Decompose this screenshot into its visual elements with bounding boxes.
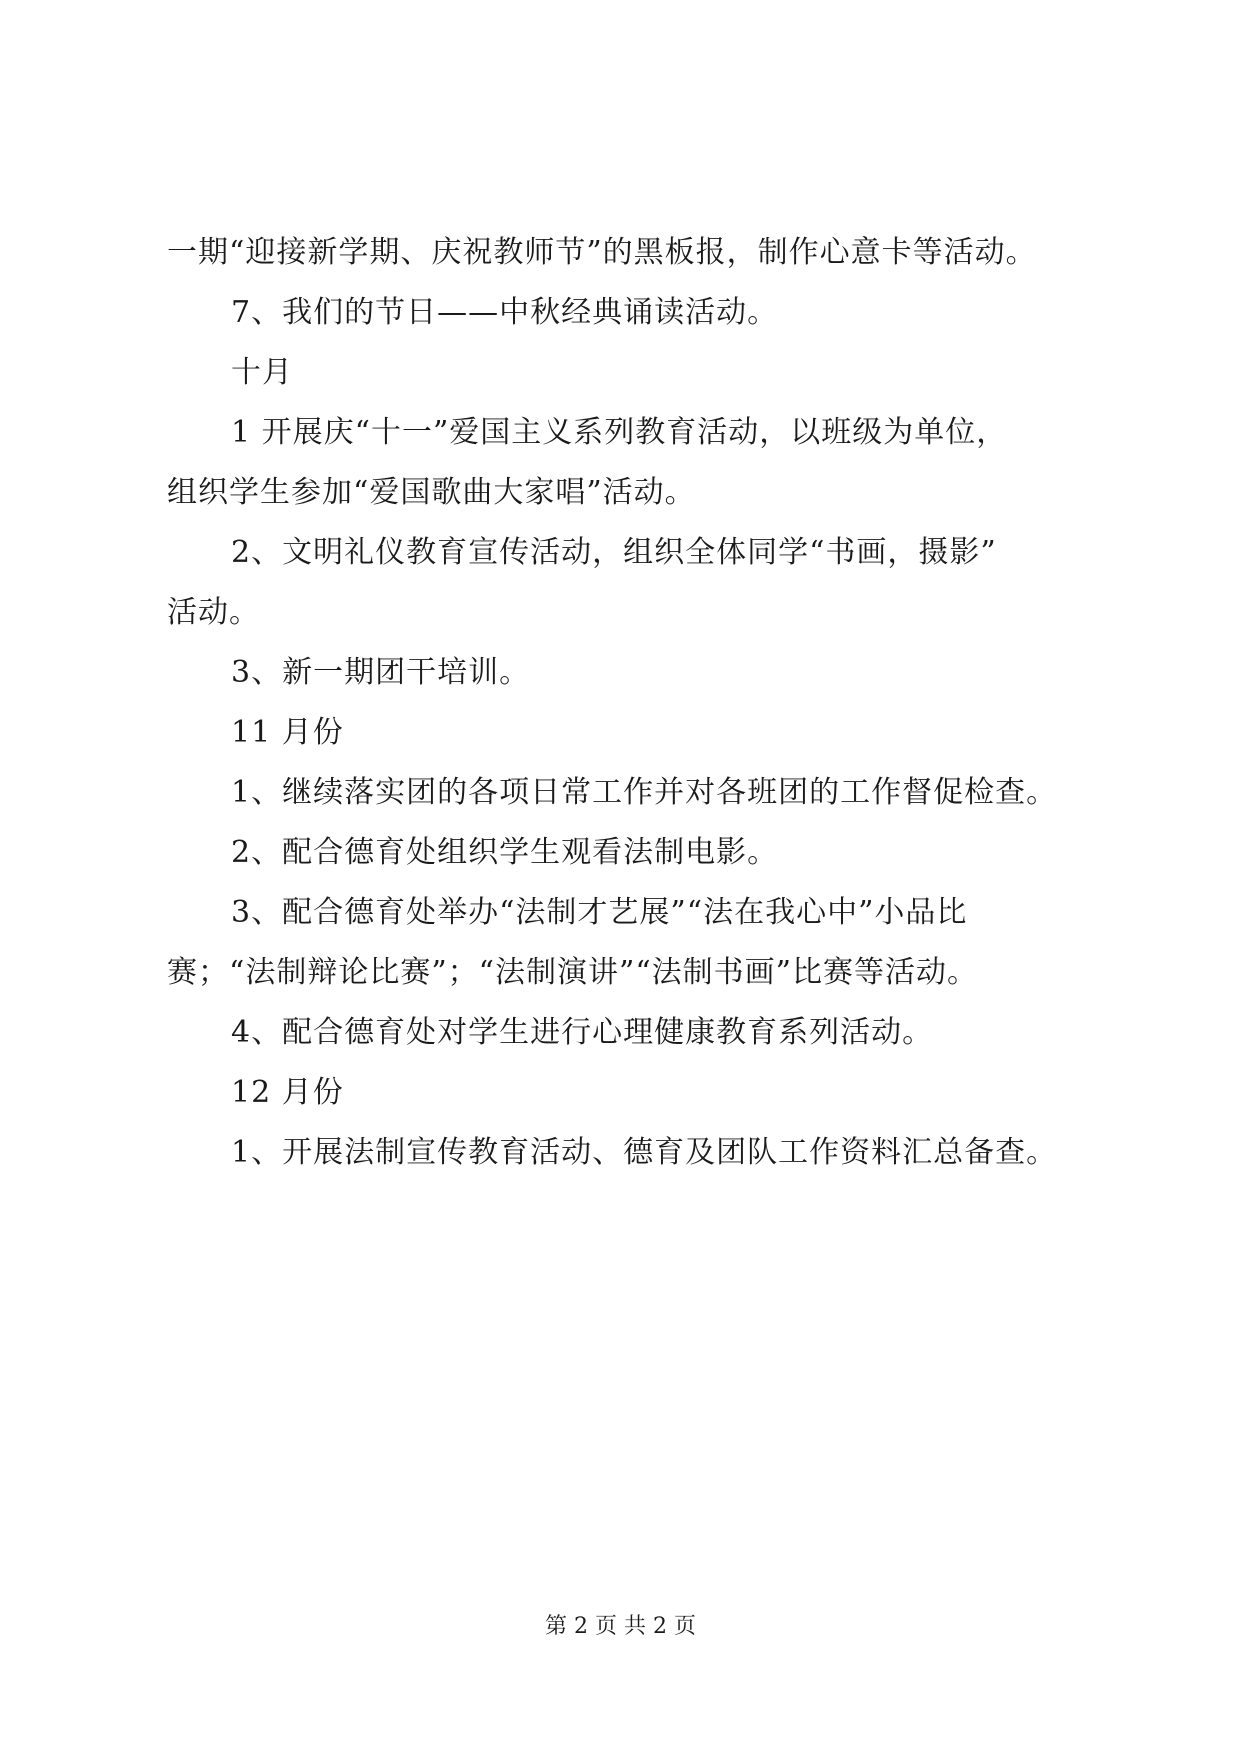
list-item: 4、配合德育处对学生进行心理健康教育系列活动。 [231,1015,934,1050]
section-heading-december: 12 月份 [231,1075,344,1110]
text-line-continuation: 活动。 [167,595,260,630]
list-item: 3、配合德育处举办“法制才艺展”“法在我心中”小品比 [231,895,968,930]
list-item: 2、文明礼仪教育宣传活动，组织全体同学“书画，摄影” [231,535,997,570]
list-item: 1、继续落实团的各项日常工作并对各班团的工作督促检查。 [231,775,1058,810]
text-line-continuation: 赛；“法制辩论比赛”；“法制演讲”“法制书画”比赛等活动。 [167,955,979,990]
list-item: 1 开展庆“十一”爱国主义系列教育活动，以班级为单位， [231,415,1008,450]
list-item: 3、新一期团干培训。 [231,655,531,690]
text-line-continuation: 一期“迎接新学期、庆祝教师节”的黑板报，制作心意卡等活动。 [167,235,1037,270]
section-heading-november: 11 月份 [231,715,344,750]
list-item: 7、我们的节日——中秋经典诵读活动。 [231,295,779,330]
text-line-continuation: 组织学生参加“爱国歌曲大家唱”活动。 [167,475,696,510]
list-item: 1、开展法制宣传教育活动、德育及团队工作资料汇总备查。 [231,1135,1058,1170]
list-item: 2、配合德育处组织学生观看法制电影。 [231,835,779,870]
page-footer: 第 2 页 共 2 页 [545,1614,696,1639]
section-heading-october: 十月 [231,355,293,390]
